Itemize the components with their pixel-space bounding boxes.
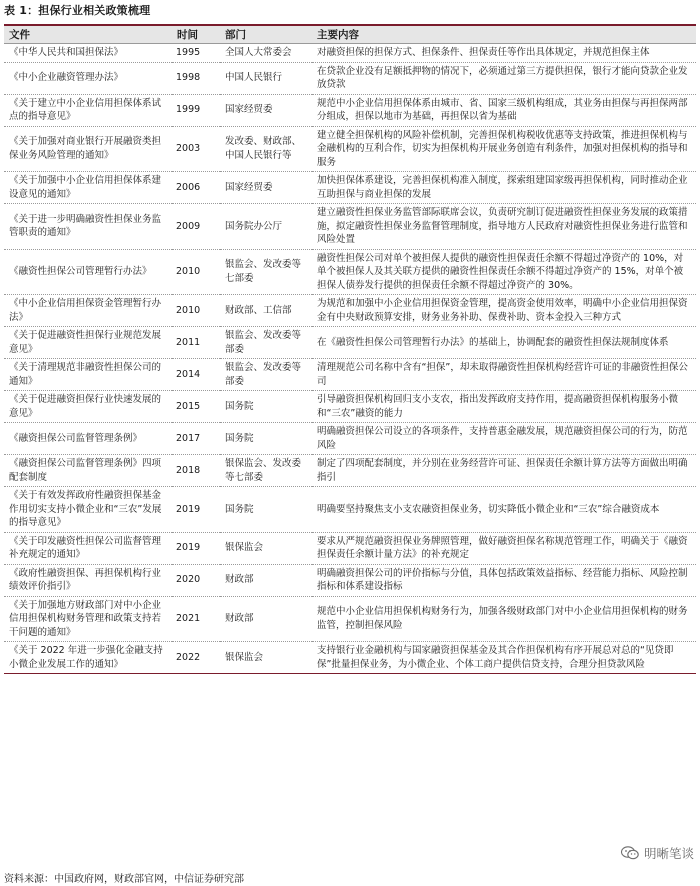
cell-year: 2019 <box>172 532 220 564</box>
cell-year: 2015 <box>172 391 220 423</box>
table-row <box>4 62 696 94</box>
cell-content: 支持银行业金融机构与国家融资担保基金及其合作担保机构有序开展总对总的“见贷即保”批量担保业务，为小微企业、个体工商户提供信贷支持，合理分担贷款风险 <box>312 642 696 674</box>
cell-content: 清理规范公司名称中含有“担保”，却未取得融资性担保机构经营许可证的非融资性担保公司 <box>312 359 696 391</box>
wechat-icon <box>621 846 639 860</box>
cell-doc: 《融资担保公司监督管理条例》四项配套制度 <box>4 455 172 487</box>
cell-dept: 国务院 <box>220 487 312 533</box>
table-row <box>4 596 696 642</box>
cell-doc: 《关于促进融资性担保行业规范发展意见》 <box>4 327 172 359</box>
cell-doc: 《中小企业融资管理办法》 <box>4 62 172 94</box>
table-row <box>4 204 696 250</box>
cell-content: 建立融资性担保业务监管部际联席会议，负责研究制订促进融资性担保业务发展的政策措施，拟定融资性担保业务监督管理制度，指导地方人民政府对融资性担保业务进行监管和风险处置 <box>312 204 696 250</box>
cell-dept: 财政部 <box>220 596 312 642</box>
table-row <box>4 44 696 63</box>
cell-year: 2017 <box>172 423 220 455</box>
cell-doc: 《关于印发融资性担保公司监督管理补充规定的通知》 <box>4 532 172 564</box>
cell-content: 制定了四项配套制度，并分别在业务经营许可证、担保责任余额计算方法等方面做出明确指引 <box>312 455 696 487</box>
cell-content: 在《融资性担保公司管理暂行办法》的基础上，协调配套的融资性担保法规制度体系 <box>312 327 696 359</box>
cell-doc: 《关于促进融资担保行业快速发展的意见》 <box>4 391 172 423</box>
cell-year: 2020 <box>172 564 220 596</box>
cell-year: 2010 <box>172 295 220 327</box>
table-row <box>4 327 696 359</box>
cell-dept: 银保监会 <box>220 532 312 564</box>
cell-dept: 中国人民银行 <box>220 62 312 94</box>
cell-content: 规范中小企业信用担保机构财务行为，加强各级财政部门对中小企业信用担保机构的财务监管，控制担保风险 <box>312 596 696 642</box>
cell-content: 明确融资担保公司设立的各项条件，支持普惠金融发展，规范融资担保公司的行为，防范风险 <box>312 423 696 455</box>
cell-dept: 银保监会 <box>220 642 312 674</box>
header-dept: 部门 <box>220 25 312 44</box>
table-row <box>4 455 696 487</box>
cell-dept: 国务院 <box>220 423 312 455</box>
policy-table <box>4 24 696 674</box>
table-row <box>4 126 696 172</box>
cell-content: 要求从严规范融资担保业务牌照管理，做好融资担保名称规范管理工作，明确关于《融资担保责任余额计量方法》的补充规定 <box>312 532 696 564</box>
cell-content: 规范中小企业信用担保体系由城市、省、国家三级机构组成，其业务由担保与再担保两部分组成，担保以地市为基础，再担保以省为基础 <box>312 94 696 126</box>
cell-year: 2014 <box>172 359 220 391</box>
table-row <box>4 391 696 423</box>
cell-dept: 银监会、发改委等部委 <box>220 359 312 391</box>
cell-dept: 财政部 <box>220 564 312 596</box>
cell-dept: 国家经贸委 <box>220 172 312 204</box>
cell-content: 在贷款企业没有足额抵押物的情况下，必须通过第三方提供担保，银行才能向贷款企业发放贷款 <box>312 62 696 94</box>
cell-doc: 《关于建立中小企业信用担保体系试点的指导意见》 <box>4 94 172 126</box>
source-note: 资料来源：中国政府网，财政部官网，中信证券研究部 <box>4 874 244 885</box>
table-row <box>4 487 696 533</box>
cell-content: 对融资担保的担保方式、担保条件、担保责任等作出具体规定，并规范担保主体 <box>312 44 696 63</box>
cell-content: 建立健全担保机构的风险补偿机制，完善担保机构税收优惠等支持政策，推进担保机构与金融机构的互利合作，切实为担保机构开展业务创造有利条件，加强对担保机构的指导和服务 <box>312 126 696 172</box>
cell-content: 明确融资担保公司的评价指标与分值，具体包括政策效益指标、经营能力指标、风险控制指标和体系建设指标 <box>312 564 696 596</box>
cell-year: 2021 <box>172 596 220 642</box>
cell-year: 2009 <box>172 204 220 250</box>
cell-dept: 银保监会、发改委等七部委 <box>220 455 312 487</box>
cell-content: 引导融资担保机构回归支小支农，指出发挥政府支持作用，提高融资担保机构服务小微和“三农”融资的能力 <box>312 391 696 423</box>
cell-dept: 发改委、财政部、中国人民银行等 <box>220 126 312 172</box>
cell-dept: 国务院 <box>220 391 312 423</box>
table-row <box>4 423 696 455</box>
cell-doc: 《关于有效发挥政府性融资担保基金作用切实支持小微企业和“三农”发展的指导意见》 <box>4 487 172 533</box>
table-header-row <box>4 25 696 44</box>
cell-doc: 《融资性担保公司管理暂行办法》 <box>4 249 172 295</box>
cell-doc: 《关于加强对商业银行开展融资类担保业务风险管理的通知》 <box>4 126 172 172</box>
cell-content: 融资性担保公司对单个被担保人提供的融资性担保责任余额不得超过净资产的 10%，对单个被担保人及其关联方提供的融资性担保责任余额不得超过净资产的 15%，对单个被担保人债券发行提供的担保责任余额不得超过净资产的 30%。 <box>312 249 696 295</box>
watermark <box>621 844 694 862</box>
cell-doc: 《融资担保公司监督管理条例》 <box>4 423 172 455</box>
cell-year: 1995 <box>172 44 220 63</box>
header-doc: 文件 <box>4 25 172 44</box>
cell-doc: 《关于加强中小企业信用担保体系建设意见的通知》 <box>4 172 172 204</box>
cell-year: 2011 <box>172 327 220 359</box>
cell-doc: 《关于 2022 年进一步强化金融支持小微企业发展工作的通知》 <box>4 642 172 674</box>
table-row <box>4 249 696 295</box>
table-caption: 表 1：担保行业相关政策梳理 <box>4 4 151 17</box>
cell-content: 为规范和加强中小企业信用担保资金管理，提高资金使用效率，明确中小企业信用担保资金有中央财政预算安排，财务业务补助、保费补助、资本金投入三种方式 <box>312 295 696 327</box>
cell-doc: 《关于进一步明确融资性担保业务监管职责的通知》 <box>4 204 172 250</box>
cell-year: 2018 <box>172 455 220 487</box>
cell-year: 2019 <box>172 487 220 533</box>
cell-doc: 《中小企业信用担保资金管理暂行办法》 <box>4 295 172 327</box>
cell-dept: 银监会、发改委等七部委 <box>220 249 312 295</box>
header-year: 时间 <box>172 25 220 44</box>
table-row <box>4 564 696 596</box>
cell-doc: 《关于清理规范非融资性担保公司的通知》 <box>4 359 172 391</box>
cell-dept: 财政部、工信部 <box>220 295 312 327</box>
cell-doc: 《政府性融资担保、再担保机构行业绩效评价指引》 <box>4 564 172 596</box>
cell-year: 2003 <box>172 126 220 172</box>
cell-year: 2010 <box>172 249 220 295</box>
table-row <box>4 642 696 674</box>
watermark-text: 明晰笔谈 <box>643 846 694 861</box>
table-row <box>4 359 696 391</box>
table-row <box>4 172 696 204</box>
cell-year: 1998 <box>172 62 220 94</box>
table-row <box>4 532 696 564</box>
cell-dept: 国家经贸委 <box>220 94 312 126</box>
cell-content: 明确要坚持聚焦支小支农融资担保业务，切实降低小微企业和“三农”综合融资成本 <box>312 487 696 533</box>
header-content: 主要内容 <box>312 25 696 44</box>
cell-year: 2006 <box>172 172 220 204</box>
cell-year: 1999 <box>172 94 220 126</box>
cell-content: 加快担保体系建设，完善担保机构准入制度，探索组建国家级再担保机构，同时推动企业互助担保与商业担保的发展 <box>312 172 696 204</box>
cell-dept: 国务院办公厅 <box>220 204 312 250</box>
cell-dept: 银监会、发改委等部委 <box>220 327 312 359</box>
cell-doc: 《关于加强地方财政部门对中小企业信用担保机构财务管理和政策支持若干问题的通知》 <box>4 596 172 642</box>
table-row <box>4 94 696 126</box>
table-row <box>4 295 696 327</box>
cell-doc: 《中华人民共和国担保法》 <box>4 44 172 63</box>
cell-year: 2022 <box>172 642 220 674</box>
cell-dept: 全国人大常委会 <box>220 44 312 63</box>
